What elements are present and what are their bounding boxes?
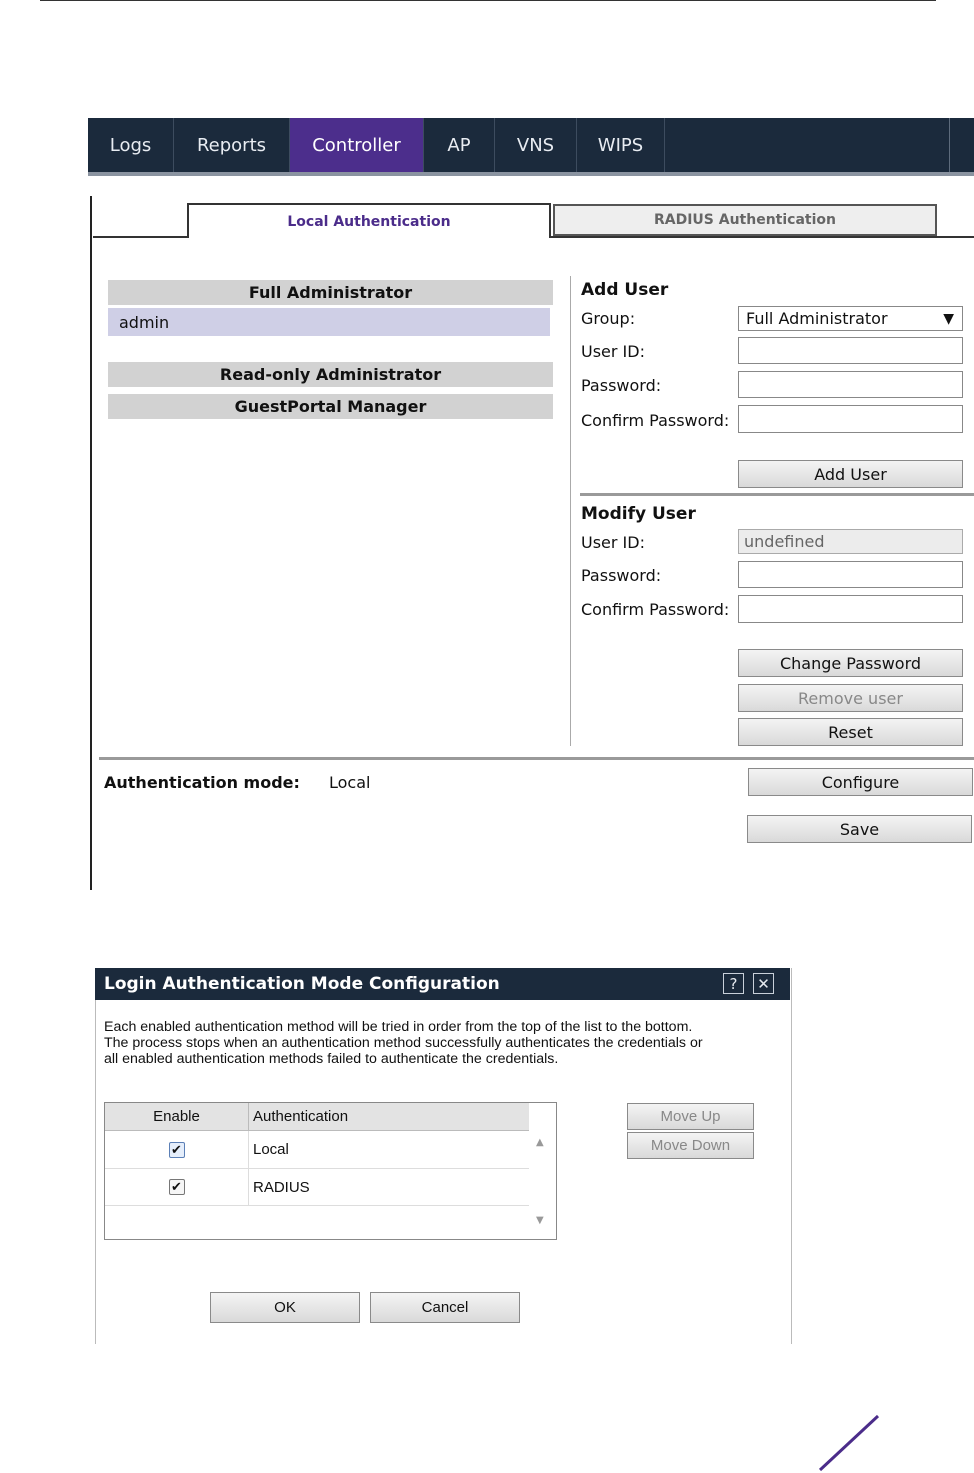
scroll-up-icon[interactable]: ▲ (536, 1137, 544, 1148)
table-row[interactable] (105, 1131, 529, 1169)
nav-tab-ap[interactable]: AP (424, 118, 495, 172)
nav-tab-wips[interactable]: WIPS (577, 118, 665, 172)
enable-checkbox-radius[interactable]: ✔ (169, 1179, 185, 1195)
description-line: The process stops when an authentication method successfully authenticates the credentials or (104, 1035, 703, 1051)
modify-password-label: Password: (581, 566, 662, 585)
remove-user-button[interactable]: Remove user (738, 684, 963, 712)
chevron-down-icon: ▼ (943, 310, 954, 327)
dialog-title-bar (95, 968, 790, 1000)
add-modify-separator (580, 493, 974, 496)
modify-userid-label: User ID: (581, 533, 645, 552)
group-select[interactable] (738, 306, 963, 331)
method-cell: Local (253, 1141, 289, 1158)
modify-confirm-label: Confirm Password: (581, 600, 730, 619)
description-line: all enabled authentication methods failed to authenticate the credentials. (104, 1051, 559, 1067)
group-label: Group: (581, 309, 636, 328)
column-header-enable: Enable (105, 1103, 249, 1130)
table-header (105, 1103, 529, 1131)
auth-mode-label: Authentication mode: (104, 773, 300, 792)
column-header-authentication: Authentication (253, 1108, 349, 1125)
nav-spacer (665, 118, 950, 172)
enable-checkbox-local[interactable]: ✔ (169, 1142, 185, 1158)
group-select-value: Full Administrator (746, 309, 888, 328)
change-password-button[interactable]: Change Password (738, 649, 963, 677)
nav-tab-logs[interactable]: Logs (88, 118, 174, 172)
save-button[interactable]: Save (747, 815, 972, 843)
dialog-description (104, 1019, 790, 1067)
group-header-guestportal-manager[interactable]: GuestPortal Manager (108, 394, 553, 419)
group-header-readonly-administrator[interactable]: Read-only Administrator (108, 362, 553, 387)
ok-button[interactable]: OK (210, 1292, 360, 1323)
move-down-button[interactable]: Move Down (627, 1132, 754, 1159)
add-user-button[interactable]: Add User (738, 460, 963, 488)
method-cell: RADIUS (253, 1178, 310, 1196)
nav-tab-controller[interactable]: Controller (290, 118, 424, 172)
add-confirm-input[interactable] (738, 405, 963, 433)
nav-end-spacer (950, 118, 974, 172)
table-row[interactable] (105, 1169, 529, 1206)
enable-cell (105, 1169, 249, 1205)
group-header-full-administrator[interactable]: Full Administrator (108, 280, 553, 305)
dialog-title: Login Authentication Mode Configuration (104, 974, 500, 994)
nav-tab-reports[interactable]: Reports (174, 118, 290, 172)
nav-tab-vns[interactable]: VNS (495, 118, 577, 172)
tab-local-authentication[interactable]: Local Authentication (187, 203, 551, 238)
add-userid-input[interactable] (738, 337, 963, 364)
panel-bottom-separator (99, 757, 974, 760)
column-divider (570, 276, 571, 746)
enable-cell (105, 1131, 249, 1168)
main-nav-bar (88, 118, 974, 176)
close-icon[interactable]: ✕ (753, 973, 774, 994)
modify-confirm-input[interactable] (738, 595, 963, 623)
modify-password-input[interactable] (738, 561, 963, 588)
tab-radius-authentication[interactable]: RADIUS Authentication (553, 204, 937, 236)
modify-user-title: Modify User (581, 504, 696, 524)
page-top-rule (40, 0, 936, 1)
add-password-input[interactable] (738, 371, 963, 398)
user-row-admin[interactable]: admin (108, 308, 550, 336)
add-user-title: Add User (581, 280, 669, 300)
reset-button[interactable]: Reset (738, 718, 963, 746)
add-userid-label: User ID: (581, 342, 645, 361)
description-line: Each enabled authentication method will be tried in order from the top of the list to the bottom. (104, 1019, 693, 1035)
modify-userid-field: undefined (738, 529, 963, 554)
add-confirm-label: Confirm Password: (581, 411, 730, 430)
add-password-label: Password: (581, 376, 662, 395)
configure-button[interactable]: Configure (748, 768, 973, 796)
auth-mode-value: Local (329, 773, 371, 792)
help-icon[interactable]: ? (723, 973, 744, 994)
brand-slash-line (820, 1416, 878, 1470)
move-up-button[interactable]: Move Up (627, 1103, 754, 1130)
scroll-down-icon[interactable]: ▼ (536, 1215, 544, 1226)
cancel-button[interactable]: Cancel (370, 1292, 520, 1323)
brand-slash-icon (812, 1412, 882, 1472)
